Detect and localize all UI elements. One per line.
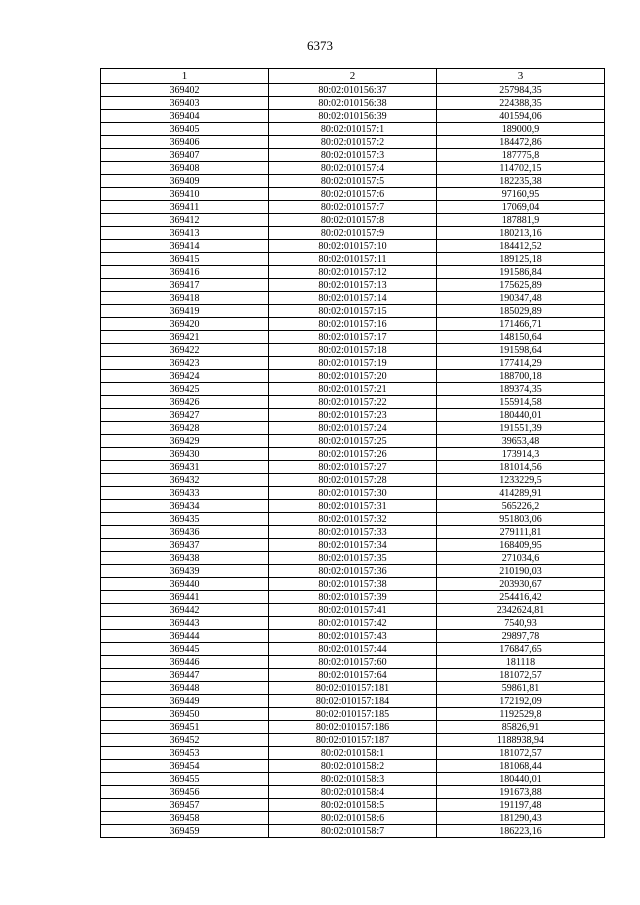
row-number-cell: 369431 xyxy=(101,461,269,474)
column-header-3: 3 xyxy=(437,69,605,84)
value-cell: 191551,39 xyxy=(437,422,605,435)
value-cell: 155914,58 xyxy=(437,396,605,409)
cadastral-number-cell: 80:02:010157:42 xyxy=(269,617,437,630)
row-number-cell: 369458 xyxy=(101,812,269,825)
cadastral-number-cell: 80:02:010156:39 xyxy=(269,110,437,123)
row-number-cell: 369451 xyxy=(101,721,269,734)
row-number-cell: 369446 xyxy=(101,656,269,669)
cadastral-number-cell: 80:02:010158:3 xyxy=(269,773,437,786)
cadastral-number-cell: 80:02:010157:25 xyxy=(269,435,437,448)
table-row xyxy=(101,825,605,838)
cadastral-number-cell: 80:02:010157:7 xyxy=(269,201,437,214)
cadastral-number-cell: 80:02:010157:34 xyxy=(269,539,437,552)
row-number-cell: 369419 xyxy=(101,305,269,318)
row-number-cell: 369404 xyxy=(101,110,269,123)
row-number-cell: 369449 xyxy=(101,695,269,708)
value-cell: 191673,88 xyxy=(437,786,605,799)
row-number-cell: 369405 xyxy=(101,123,269,136)
value-cell: 39653,48 xyxy=(437,435,605,448)
cadastral-number-cell: 80:02:010157:181 xyxy=(269,682,437,695)
cadastral-number-cell: 80:02:010158:2 xyxy=(269,760,437,773)
row-number-cell: 369410 xyxy=(101,188,269,201)
cadastral-number-cell: 80:02:010157:35 xyxy=(269,552,437,565)
cadastral-number-cell: 80:02:010157:24 xyxy=(269,422,437,435)
table-row xyxy=(101,500,605,513)
value-cell: 175625,89 xyxy=(437,279,605,292)
cadastral-number-cell: 80:02:010158:5 xyxy=(269,799,437,812)
row-number-cell: 369425 xyxy=(101,383,269,396)
table-row xyxy=(101,136,605,149)
row-number-cell: 369440 xyxy=(101,578,269,591)
value-cell: 1192529,8 xyxy=(437,708,605,721)
cadastral-number-cell: 80:02:010158:4 xyxy=(269,786,437,799)
row-number-cell: 369436 xyxy=(101,526,269,539)
table-row xyxy=(101,110,605,123)
row-number-cell: 369442 xyxy=(101,604,269,617)
value-cell: 254416,42 xyxy=(437,591,605,604)
value-cell: 181072,57 xyxy=(437,747,605,760)
row-number-cell: 369412 xyxy=(101,214,269,227)
value-cell: 189374,35 xyxy=(437,383,605,396)
table-row xyxy=(101,552,605,565)
row-number-cell: 369415 xyxy=(101,253,269,266)
cadastral-number-cell: 80:02:010157:20 xyxy=(269,370,437,383)
table-row xyxy=(101,487,605,500)
value-cell: 148150,64 xyxy=(437,331,605,344)
table-row xyxy=(101,578,605,591)
table-row xyxy=(101,695,605,708)
value-cell: 180440,01 xyxy=(437,773,605,786)
column-header-1: 1 xyxy=(101,69,269,84)
cadastral-number-cell: 80:02:010157:21 xyxy=(269,383,437,396)
value-cell: 180213,16 xyxy=(437,227,605,240)
row-number-cell: 369422 xyxy=(101,344,269,357)
value-cell: 191586,84 xyxy=(437,266,605,279)
row-number-cell: 369456 xyxy=(101,786,269,799)
value-cell: 257984,35 xyxy=(437,84,605,97)
table-row xyxy=(101,708,605,721)
row-number-cell: 369454 xyxy=(101,760,269,773)
value-cell: 29897,78 xyxy=(437,630,605,643)
cadastral-number-cell: 80:02:010157:13 xyxy=(269,279,437,292)
cadastral-number-cell: 80:02:010157:1 xyxy=(269,123,437,136)
row-number-cell: 369438 xyxy=(101,552,269,565)
cadastral-number-cell: 80:02:010157:31 xyxy=(269,500,437,513)
table-body xyxy=(101,84,605,838)
value-cell: 176847,65 xyxy=(437,643,605,656)
cadastral-number-cell: 80:02:010157:187 xyxy=(269,734,437,747)
table-row xyxy=(101,643,605,656)
table-row xyxy=(101,396,605,409)
table-row xyxy=(101,97,605,110)
cadastral-number-cell: 80:02:010157:28 xyxy=(269,474,437,487)
value-cell: 191598,64 xyxy=(437,344,605,357)
value-cell: 414289,91 xyxy=(437,487,605,500)
table-row xyxy=(101,279,605,292)
cadastral-number-cell: 80:02:010157:3 xyxy=(269,149,437,162)
row-number-cell: 369427 xyxy=(101,409,269,422)
row-number-cell: 369445 xyxy=(101,643,269,656)
cadastral-number-cell: 80:02:010157:2 xyxy=(269,136,437,149)
row-number-cell: 369450 xyxy=(101,708,269,721)
value-cell: 951803,06 xyxy=(437,513,605,526)
table-row xyxy=(101,760,605,773)
value-cell: 17069,04 xyxy=(437,201,605,214)
value-cell: 189000,9 xyxy=(437,123,605,136)
table-header xyxy=(101,69,605,84)
cadastral-number-cell: 80:02:010157:19 xyxy=(269,357,437,370)
row-number-cell: 369459 xyxy=(101,825,269,838)
cadastral-number-cell: 80:02:010157:32 xyxy=(269,513,437,526)
cadastral-number-cell: 80:02:010157:184 xyxy=(269,695,437,708)
value-cell: 190347,48 xyxy=(437,292,605,305)
row-number-cell: 369421 xyxy=(101,331,269,344)
row-number-cell: 369418 xyxy=(101,292,269,305)
table-row xyxy=(101,669,605,682)
cadastral-number-cell: 80:02:010156:38 xyxy=(269,97,437,110)
row-number-cell: 369403 xyxy=(101,97,269,110)
table-row xyxy=(101,617,605,630)
row-number-cell: 369429 xyxy=(101,435,269,448)
row-number-cell: 369441 xyxy=(101,591,269,604)
value-cell: 180440,01 xyxy=(437,409,605,422)
cadastral-number-cell: 80:02:010157:36 xyxy=(269,565,437,578)
row-number-cell: 369417 xyxy=(101,279,269,292)
value-cell: 184472,86 xyxy=(437,136,605,149)
cadastral-number-cell: 80:02:010157:44 xyxy=(269,643,437,656)
cadastral-number-cell: 80:02:010158:6 xyxy=(269,812,437,825)
value-cell: 203930,67 xyxy=(437,578,605,591)
table-row xyxy=(101,149,605,162)
data-table xyxy=(100,68,605,838)
value-cell: 114702,15 xyxy=(437,162,605,175)
cadastral-number-cell: 80:02:010157:16 xyxy=(269,318,437,331)
row-number-cell: 369434 xyxy=(101,500,269,513)
table-row xyxy=(101,799,605,812)
value-cell: 187775,8 xyxy=(437,149,605,162)
column-header-2: 2 xyxy=(269,69,437,84)
value-cell: 188700,18 xyxy=(437,370,605,383)
row-number-cell: 369453 xyxy=(101,747,269,760)
cadastral-number-cell: 80:02:010157:23 xyxy=(269,409,437,422)
row-number-cell: 369406 xyxy=(101,136,269,149)
row-number-cell: 369416 xyxy=(101,266,269,279)
value-cell: 1188938,94 xyxy=(437,734,605,747)
table-row xyxy=(101,331,605,344)
row-number-cell: 369430 xyxy=(101,448,269,461)
cadastral-number-cell: 80:02:010157:26 xyxy=(269,448,437,461)
cadastral-number-cell: 80:02:010157:4 xyxy=(269,162,437,175)
row-number-cell: 369426 xyxy=(101,396,269,409)
row-number-cell: 369437 xyxy=(101,539,269,552)
table-row xyxy=(101,630,605,643)
cadastral-number-cell: 80:02:010157:9 xyxy=(269,227,437,240)
value-cell: 181068,44 xyxy=(437,760,605,773)
row-number-cell: 369407 xyxy=(101,149,269,162)
table-row xyxy=(101,773,605,786)
cadastral-number-cell: 80:02:010157:6 xyxy=(269,188,437,201)
value-cell: 168409,95 xyxy=(437,539,605,552)
row-number-cell: 369448 xyxy=(101,682,269,695)
row-number-cell: 369414 xyxy=(101,240,269,253)
value-cell: 210190,03 xyxy=(437,565,605,578)
cadastral-number-cell: 80:02:010157:27 xyxy=(269,461,437,474)
table-row xyxy=(101,604,605,617)
value-cell: 191197,48 xyxy=(437,799,605,812)
cadastral-number-cell: 80:02:010157:186 xyxy=(269,721,437,734)
header-row xyxy=(101,69,605,84)
cadastral-number-cell: 80:02:010157:8 xyxy=(269,214,437,227)
row-number-cell: 369411 xyxy=(101,201,269,214)
cadastral-number-cell: 80:02:010157:12 xyxy=(269,266,437,279)
value-cell: 2342624,81 xyxy=(437,604,605,617)
table-row xyxy=(101,812,605,825)
table-row xyxy=(101,461,605,474)
table-row xyxy=(101,214,605,227)
table-row xyxy=(101,175,605,188)
cadastral-number-cell: 80:02:010157:10 xyxy=(269,240,437,253)
cadastral-number-cell: 80:02:010157:38 xyxy=(269,578,437,591)
value-cell: 177414,29 xyxy=(437,357,605,370)
cadastral-number-cell: 80:02:010158:7 xyxy=(269,825,437,838)
value-cell: 7540,93 xyxy=(437,617,605,630)
value-cell: 181014,56 xyxy=(437,461,605,474)
page-number: 6373 xyxy=(307,38,333,53)
table-row xyxy=(101,292,605,305)
value-cell: 59861,81 xyxy=(437,682,605,695)
value-cell: 184412,52 xyxy=(437,240,605,253)
value-cell: 185029,89 xyxy=(437,305,605,318)
cadastral-number-cell: 80:02:010157:14 xyxy=(269,292,437,305)
row-number-cell: 369408 xyxy=(101,162,269,175)
cadastral-number-cell: 80:02:010157:41 xyxy=(269,604,437,617)
cadastral-number-cell: 80:02:010157:5 xyxy=(269,175,437,188)
table-row xyxy=(101,526,605,539)
table-row xyxy=(101,240,605,253)
value-cell: 182235,38 xyxy=(437,175,605,188)
cadastral-number-cell: 80:02:010157:64 xyxy=(269,669,437,682)
table-row xyxy=(101,474,605,487)
table-row xyxy=(101,344,605,357)
cadastral-number-cell: 80:02:010157:11 xyxy=(269,253,437,266)
value-cell: 401594,06 xyxy=(437,110,605,123)
table-row xyxy=(101,383,605,396)
table-row xyxy=(101,539,605,552)
table-row xyxy=(101,370,605,383)
table-row xyxy=(101,435,605,448)
table-row xyxy=(101,734,605,747)
table-row xyxy=(101,656,605,669)
table-row xyxy=(101,747,605,760)
cadastral-number-cell: 80:02:010157:22 xyxy=(269,396,437,409)
cadastral-number-cell: 80:02:010157:30 xyxy=(269,487,437,500)
cadastral-number-cell: 80:02:010156:37 xyxy=(269,84,437,97)
value-cell: 181118 xyxy=(437,656,605,669)
row-number-cell: 369457 xyxy=(101,799,269,812)
table-row xyxy=(101,513,605,526)
cadastral-number-cell: 80:02:010158:1 xyxy=(269,747,437,760)
row-number-cell: 369447 xyxy=(101,669,269,682)
value-cell: 189125,18 xyxy=(437,253,605,266)
row-number-cell: 369402 xyxy=(101,84,269,97)
value-cell: 1233229,5 xyxy=(437,474,605,487)
table-row xyxy=(101,357,605,370)
row-number-cell: 369428 xyxy=(101,422,269,435)
table-row xyxy=(101,565,605,578)
table-row xyxy=(101,305,605,318)
table-row xyxy=(101,253,605,266)
table-row xyxy=(101,201,605,214)
table-row xyxy=(101,422,605,435)
cadastral-number-cell: 80:02:010157:39 xyxy=(269,591,437,604)
value-cell: 565226,2 xyxy=(437,500,605,513)
row-number-cell: 369443 xyxy=(101,617,269,630)
row-number-cell: 369435 xyxy=(101,513,269,526)
table-row xyxy=(101,123,605,136)
table-row xyxy=(101,721,605,734)
table-row xyxy=(101,682,605,695)
row-number-cell: 369455 xyxy=(101,773,269,786)
cadastral-number-cell: 80:02:010157:18 xyxy=(269,344,437,357)
row-number-cell: 369452 xyxy=(101,734,269,747)
cadastral-number-cell: 80:02:010157:60 xyxy=(269,656,437,669)
table-row xyxy=(101,188,605,201)
row-number-cell: 369413 xyxy=(101,227,269,240)
table-row xyxy=(101,318,605,331)
cadastral-number-cell: 80:02:010157:33 xyxy=(269,526,437,539)
value-cell: 271034,6 xyxy=(437,552,605,565)
cadastral-number-cell: 80:02:010157:17 xyxy=(269,331,437,344)
value-cell: 171466,71 xyxy=(437,318,605,331)
table-row xyxy=(101,162,605,175)
row-number-cell: 369433 xyxy=(101,487,269,500)
row-number-cell: 369432 xyxy=(101,474,269,487)
cadastral-number-cell: 80:02:010157:43 xyxy=(269,630,437,643)
row-number-cell: 369439 xyxy=(101,565,269,578)
table-row xyxy=(101,266,605,279)
value-cell: 279111,81 xyxy=(437,526,605,539)
value-cell: 97160,95 xyxy=(437,188,605,201)
table-row xyxy=(101,409,605,422)
value-cell: 181072,57 xyxy=(437,669,605,682)
value-cell: 173914,3 xyxy=(437,448,605,461)
table-row xyxy=(101,786,605,799)
table-row xyxy=(101,448,605,461)
table-row xyxy=(101,84,605,97)
row-number-cell: 369409 xyxy=(101,175,269,188)
table-row xyxy=(101,591,605,604)
value-cell: 186223,16 xyxy=(437,825,605,838)
value-cell: 181290,43 xyxy=(437,812,605,825)
value-cell: 172192,09 xyxy=(437,695,605,708)
value-cell: 85826,91 xyxy=(437,721,605,734)
row-number-cell: 369420 xyxy=(101,318,269,331)
row-number-cell: 369423 xyxy=(101,357,269,370)
row-number-cell: 369424 xyxy=(101,370,269,383)
table-row xyxy=(101,227,605,240)
value-cell: 187881,9 xyxy=(437,214,605,227)
row-number-cell: 369444 xyxy=(101,630,269,643)
cadastral-number-cell: 80:02:010157:185 xyxy=(269,708,437,721)
value-cell: 224388,35 xyxy=(437,97,605,110)
cadastral-number-cell: 80:02:010157:15 xyxy=(269,305,437,318)
